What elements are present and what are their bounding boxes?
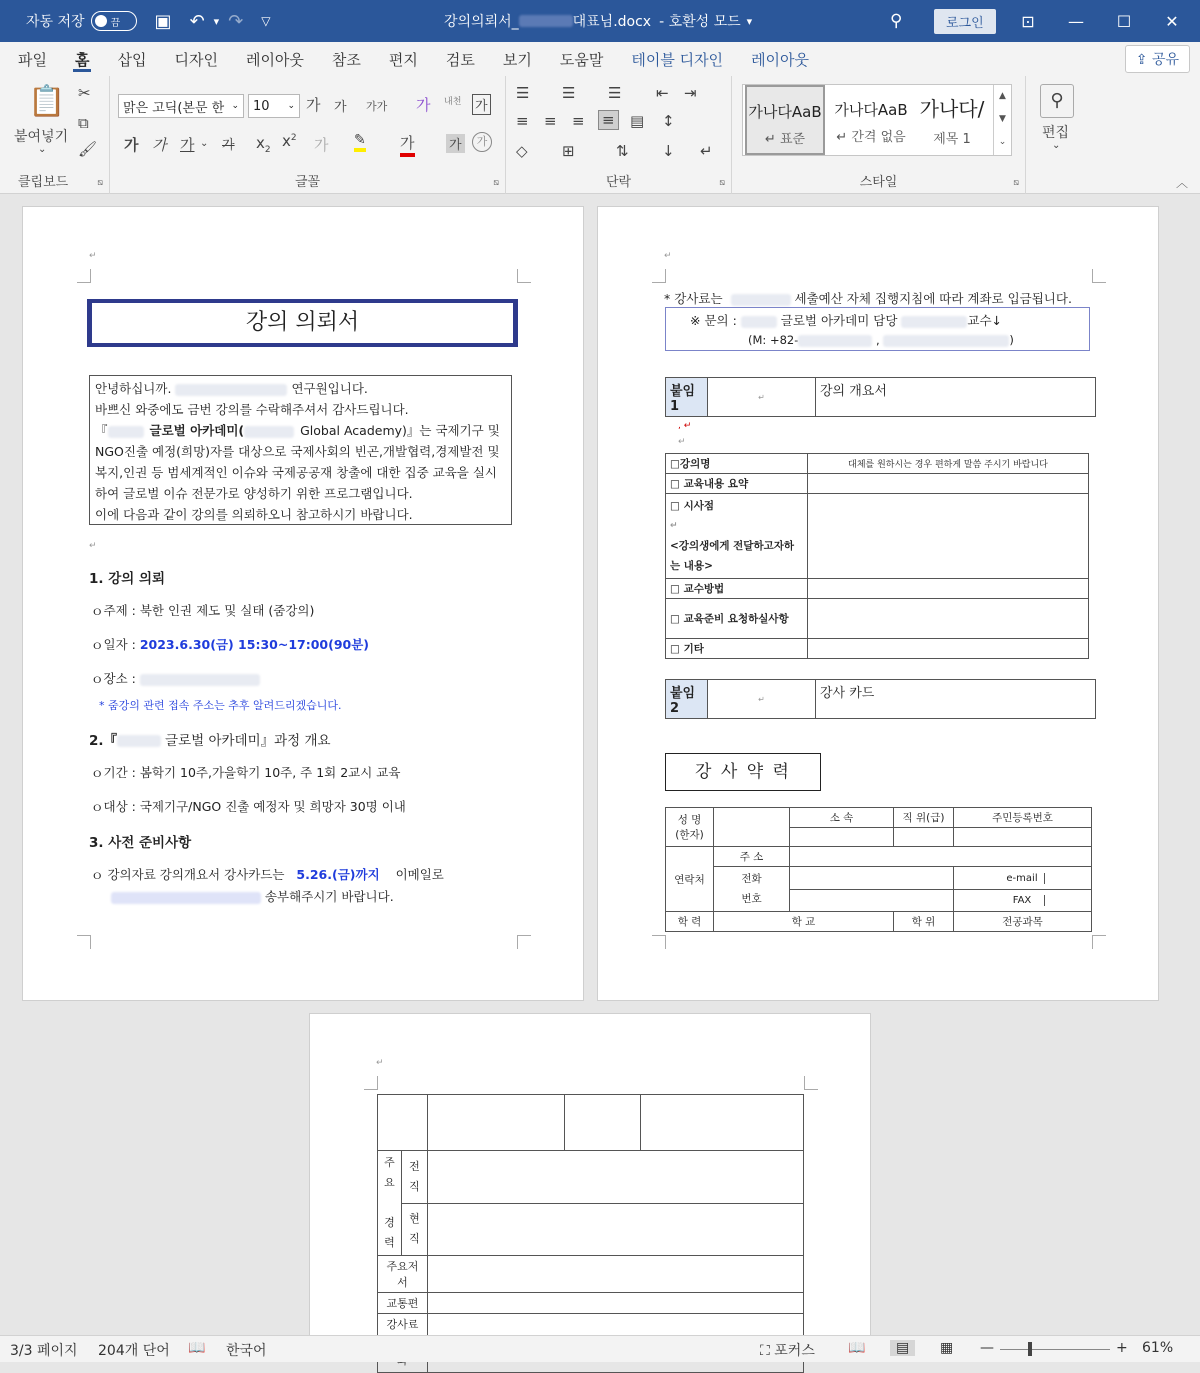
section-1-title: 1. 강의 의뢰 xyxy=(89,571,166,587)
zoom-slider[interactable] xyxy=(1000,1349,1110,1350)
tab-view[interactable]: 보기 xyxy=(502,50,532,69)
launcher-icon[interactable]: ⧅ xyxy=(97,178,103,188)
undo-icon[interactable]: ↶ xyxy=(189,10,205,32)
page-3[interactable]: ↵ 주 요 경 력 전 직 현 직 주요저서 교통편 강사료 xyxy=(309,1013,871,1338)
web-layout-icon[interactable]: ▦ xyxy=(940,1340,954,1356)
justify-icon[interactable]: ≡ xyxy=(598,110,619,130)
att2-title: 강사 카드 xyxy=(816,680,1096,719)
tab-table-design[interactable]: 테이블 디자인 xyxy=(631,50,724,69)
doc-name: 강의의뢰서_ xyxy=(444,14,519,30)
tab-insert[interactable]: 삽입 xyxy=(117,50,147,69)
paste-icon[interactable]: 📋 xyxy=(28,84,66,119)
focus-button[interactable]: ⛶ 포커스 xyxy=(760,1343,815,1359)
zoom-in-icon[interactable]: + xyxy=(1116,1340,1128,1356)
group-font xyxy=(110,76,506,194)
zoom-slider-thumb[interactable] xyxy=(1028,1342,1032,1356)
lecture-topic: 북한 인권 제도 및 실태 (줌강의) xyxy=(139,603,315,618)
style-no-spacing[interactable]: 가나다AaB ↵ 간격 없음 xyxy=(834,101,908,145)
style-normal[interactable]: 가나다AaB ↵ 표준 xyxy=(745,85,825,155)
editing-dropdown-icon[interactable]: ⌄ xyxy=(1052,140,1061,151)
paste-dropdown-icon[interactable]: ⌄ xyxy=(38,144,47,155)
show-marks-icon[interactable]: ↵ xyxy=(700,142,713,160)
group-label: 글꼴 xyxy=(294,175,321,190)
char-border-button[interactable]: 가 xyxy=(472,94,491,115)
group-editing xyxy=(1026,76,1090,194)
instructor-card-table: 성 명 (한자) 소 속 직 위(급) 주민등록번호 연락처 주 소 전화 번호 e-mail FAX 학 력 학 교 학 위 전공과목 xyxy=(665,807,1092,932)
char-shading-button[interactable]: 가 xyxy=(446,134,465,153)
career-title: 강 사 약 력 xyxy=(665,753,821,791)
editing-button[interactable]: 편집 xyxy=(1042,125,1070,141)
distribute-icon[interactable]: ▤ xyxy=(630,112,645,130)
tab-layout[interactable]: 레이아웃 xyxy=(245,50,304,69)
compat-mode: - 호환성 모드 xyxy=(659,14,741,30)
page-title: 강의 의뢰서 xyxy=(87,299,518,347)
document-area[interactable] xyxy=(0,195,1200,1335)
cut-icon[interactable]: ✂ xyxy=(78,84,91,102)
customize-qat-icon[interactable]: ▽ xyxy=(261,14,271,28)
deadline: 5.26.(금)까지 xyxy=(296,867,380,882)
read-mode-icon[interactable]: 📖 xyxy=(848,1340,866,1356)
paste-button[interactable]: 붙여넣기 xyxy=(14,129,69,145)
group-styles xyxy=(732,76,1026,194)
section-2-title: 2.『 글로벌 아카데미』과정 개요 xyxy=(89,733,331,749)
title-dropdown-icon[interactable]: ▾ xyxy=(746,14,753,28)
save-icon[interactable]: ▣ xyxy=(154,10,172,32)
style-heading1[interactable]: 가나다/ 제목 1 xyxy=(919,97,985,147)
tab-review[interactable]: 검토 xyxy=(445,50,475,69)
align-left-icon[interactable]: ≡ xyxy=(516,112,529,130)
tab-references[interactable]: 참조 xyxy=(331,50,361,69)
bold-button[interactable]: 가 xyxy=(124,136,139,154)
underline-button[interactable]: 가 xyxy=(180,136,195,154)
title-bar xyxy=(0,0,1200,42)
autosave-label: 자동 저장 xyxy=(26,14,85,30)
tab-home[interactable]: 홈 xyxy=(61,42,104,76)
intro-line: 복지,인권 등 범세계적인 이슈와 국제공공재 창출에 대한 집중 교육을 실시 xyxy=(95,465,497,480)
att1-label: 붙임1 xyxy=(666,378,708,417)
decrease-indent-icon[interactable]: ⇤ xyxy=(656,84,669,102)
overview-table: □강의명 대체를 원하시는 경우 편하게 말씀 주시기 바랍니다 □ 교육내용 요약 □ 시사점 ↵ <강의생에게 전달하고자하는 내용> □ 교수방법 □ 교육준비 요청하실사항 □ 기타 xyxy=(665,453,1089,659)
ribbon-tabs xyxy=(0,42,1200,76)
ribbon xyxy=(0,76,1200,194)
zoom-out-icon[interactable]: — xyxy=(980,1340,994,1356)
page-1[interactable]: ↵ 강의 의뢰서 안녕하십니까. 연구원입니다. 바쁘신 와중에도 금번 강의를 수락해주셔서 감사드립니다. 『 글로벌 아카데미( Global Academy)』는 국제기구 및 NGO진출 예정(희망)자를 대상으로 국제사회의 빈곤,개발협력,경제발전 및 복지,인권 등 범세계적인 이슈와 국제공공재 창출에 대한 집중 교육을 실시 하여 글로벌 이슈 전문가로 양성하기 위한 프로그램입니다. 이에 다음과 같이 강의를 의뢰하오니 참고하시기 바랍니다. ↵ 1. 강의 의뢰 ｏ주제 : 북한 인권 제도 및 실태 (줌강의) ｏ일자 : 2023.6.30(금) 15:30~17:00(90분) ｏ장소 : * 줌강의 관련 접속 주소는 추후 알려드리겠습니다. 2.『 글로벌 아카데미』과정 개요 ｏ기간 : 봄학기 10주,가을학기 10주, 주 1회 2교시 교육 ｏ대상 : 국제기구/NGO 진출 예정자 및 희망자 30명 이내 3. 사전 준비사항 ｏ 강의자료 강의개요서 강사카드는 5.26.(금)까지 이메일로 송부해주시기 바랍니다. xyxy=(22,206,584,1001)
intro-line: 바쁘신 와중에도 금번 강의를 수락해주셔서 감사드립니다. xyxy=(95,402,409,417)
phonetic-button[interactable]: 내천 xyxy=(444,97,462,107)
enclose-char-button[interactable]: 가 xyxy=(472,132,492,152)
italic-button[interactable]: 가 xyxy=(152,136,167,154)
collapse-ribbon-icon[interactable]: ︿ xyxy=(1176,176,1189,190)
group-clipboard xyxy=(0,76,110,194)
search-icon[interactable]: ⚲ xyxy=(890,11,903,31)
word-count[interactable]: 204개 단어 xyxy=(98,1343,170,1359)
share-button[interactable]: ⇪ 공유 xyxy=(1125,45,1190,73)
intro-line: NGO진출 예정(희망)자를 대상으로 국제사회의 빈곤,개발협력,경제발전 및 xyxy=(95,444,500,459)
login-button[interactable]: 로그인 xyxy=(934,9,996,34)
styles-scroll[interactable]: ▲ ▼ ⌄ xyxy=(993,85,1011,155)
font-size-select[interactable]: 10 ⌄ xyxy=(248,94,300,118)
section-3-title: 3. 사전 준비사항 xyxy=(89,835,192,851)
shading-icon[interactable]: ◇ xyxy=(516,142,528,160)
launcher-icon[interactable]: ⧅ xyxy=(719,178,725,188)
card-name: 성 명 (한자) xyxy=(666,808,714,847)
zoom-level[interactable]: 61% xyxy=(1142,1340,1174,1356)
tab-file[interactable]: 파일 xyxy=(18,50,47,69)
att1-title: 강의 개요서 xyxy=(816,378,1096,417)
intro-line: 『 글로벌 아카데미( Global Academy)』는 국제기구 및 xyxy=(95,423,500,438)
group-label: 클립보드 xyxy=(18,175,69,190)
autosave-toggle[interactable]: 끔 xyxy=(91,11,137,31)
close-icon[interactable]: ✕ xyxy=(1165,11,1179,31)
launcher-icon[interactable]: ⧅ xyxy=(1013,178,1019,188)
proofing-icon[interactable]: 📖 xyxy=(188,1340,206,1356)
doc-name-suffix: 대표님.docx xyxy=(572,14,652,30)
language[interactable]: 한국어 xyxy=(226,1343,267,1359)
format-painter-icon[interactable]: 🖌 xyxy=(78,140,98,158)
styles-gallery xyxy=(742,84,1012,156)
increase-indent-icon[interactable]: ⇥ xyxy=(684,84,697,102)
sort-icon[interactable]: ⇅ xyxy=(616,142,629,160)
grow-font-button[interactable]: 가 xyxy=(306,96,321,114)
multilevel-list-icon[interactable]: ☰ xyxy=(608,84,622,102)
line-spacing-icon[interactable]: ↕ xyxy=(662,112,675,130)
zoom-note: * 줌강의 관련 접속 주소는 추후 알려드리겠습니다. xyxy=(99,699,342,712)
page-count[interactable]: 3/3 페이지 xyxy=(10,1343,78,1359)
tab-help[interactable]: 도움말 xyxy=(559,50,604,69)
intro-line: 하여 글로벌 이슈 전문가로 양성하기 위한 프로그램입니다. xyxy=(95,486,413,501)
intro-line: 안녕하십니까. 연구원입니다. xyxy=(95,381,368,396)
tab-mailings[interactable]: 편지 xyxy=(388,50,418,69)
group-label: 스타일 xyxy=(859,175,898,190)
share-icon: ⇪ xyxy=(1135,52,1152,68)
find-icon[interactable]: ⚲ xyxy=(1040,84,1074,118)
borders-icon[interactable]: ⊞ xyxy=(562,142,575,160)
clear-format-button[interactable]: 가 xyxy=(416,96,431,114)
superscript-button[interactable]: $x^2$ xyxy=(282,132,297,150)
maximize-icon[interactable]: ☐ xyxy=(1116,11,1132,31)
redacted xyxy=(519,15,573,27)
redo-icon[interactable]: ↷ xyxy=(228,10,244,32)
tab-table-layout[interactable]: 레이아웃 xyxy=(751,50,810,69)
lecture-date: 2023.6.30(금) 15:30~17:00(90분) xyxy=(139,637,370,652)
strikethrough-button[interactable]: 가 xyxy=(222,138,235,153)
numbering-icon[interactable]: ☰ xyxy=(562,84,576,102)
minimize-icon[interactable]: — xyxy=(1068,11,1084,31)
align-right-icon[interactable]: ≡ xyxy=(572,112,585,130)
text-effects-button[interactable]: 가 xyxy=(314,136,329,154)
font-name-select[interactable]: 맑은 고딕(본문 한 ⌄ xyxy=(118,94,244,118)
print-layout-icon[interactable]: ▤ xyxy=(890,1340,915,1356)
undo-dropdown-icon[interactable]: ▾ xyxy=(213,14,220,28)
att2-label: 붙임2 xyxy=(666,680,708,719)
sort-asc-icon[interactable]: ↓ xyxy=(662,142,675,160)
highlight-icon[interactable]: ✎ xyxy=(354,132,366,152)
align-center-icon[interactable]: ≡ xyxy=(544,112,557,130)
page-2[interactable]: ↵ * 강사료는 세출예산 자체 집행지침에 따라 계좌로 입금됩니다. ※ 문의 : 글로벌 아카데미 담당 교수↓ (M: +82- , ) 붙임1 ↵ 강의 개요서 , ↵ ↵ □강의명 대체를 원하시는 경우 편하게 말씀 주시기 바랍니다 □ 교육내용 요약 □ 시사점 ↵ <강의생에게 전달하고자하는 내용> □ 교수방법 □ 교육준비 요청하실사항 □ 기타 붙임2 ↵ 강사 카드 강 사 약 력 성 명 (한자) 소 속 직 위(급) 주민등록번호 연락처 주 소 전화 번호 e-mail FAX 학 력 학 교 학 위 전공과목 xyxy=(597,206,1159,1001)
group-label: 단락 xyxy=(605,175,632,190)
bullets-icon[interactable]: ☰ xyxy=(516,84,530,102)
subscript-button[interactable]: $x_2$ xyxy=(256,134,271,155)
tab-design[interactable]: 디자인 xyxy=(174,50,218,69)
focus-icon: ⛶ xyxy=(760,1343,775,1359)
attachment2-header: 붙임2 ↵ 강사 카드 xyxy=(665,679,1096,719)
copy-icon[interactable]: ⧉ xyxy=(78,114,89,132)
intro-line: 이에 다음과 같이 강의를 의뢰하오니 참고하시기 바랍니다. xyxy=(95,507,413,522)
group-paragraph xyxy=(506,76,732,194)
shrink-font-button[interactable]: 가 xyxy=(334,100,347,115)
attachment1-header: 붙임1 ↵ 강의 개요서 xyxy=(665,377,1096,417)
change-case-button[interactable]: 가가 xyxy=(366,100,388,113)
ribbon-display-icon[interactable]: ⊡ xyxy=(1021,11,1035,31)
status-bar xyxy=(0,1335,1200,1362)
font-color-button[interactable]: 가 xyxy=(400,132,415,157)
instructor-career-table: 주 요 경 력 전 직 현 직 주요저서 교통편 강사료 xyxy=(377,1094,804,1373)
launcher-icon[interactable]: ⧅ xyxy=(493,178,499,188)
underline-dropdown-icon[interactable]: ⌄ xyxy=(200,138,209,149)
